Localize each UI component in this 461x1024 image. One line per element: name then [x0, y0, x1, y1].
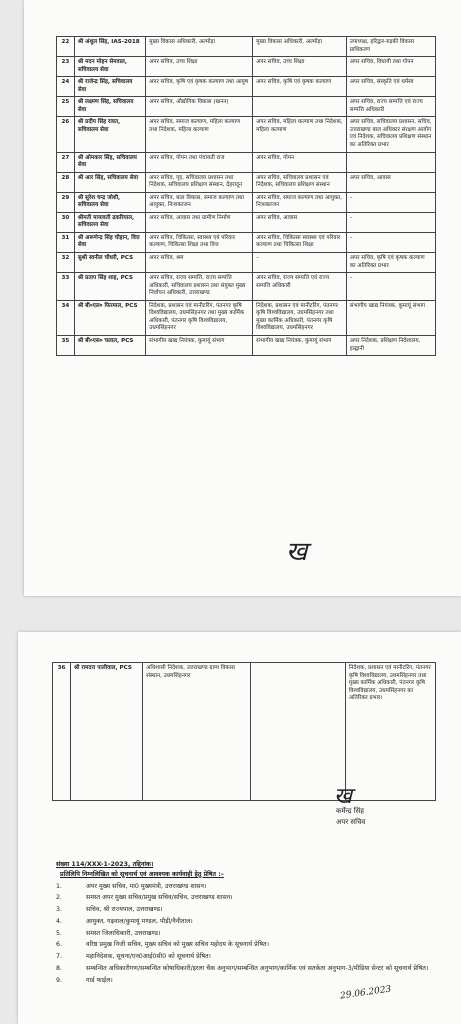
- new-post: अपर सचिव, कृषि एवं कृषक कल्याण: [253, 77, 347, 97]
- list-item-number: 7.: [56, 953, 63, 960]
- new-post: –: [253, 253, 347, 273]
- current-post: अपर सचिव, औद्योगिक विकास (खनन): [146, 97, 253, 117]
- additional-charge: –: [346, 212, 435, 232]
- table-body: [57, 37, 436, 356]
- current-post: अपर सचिव, गृह, सचिवालय प्रशासन तथा निदेशक, सचिवालय प्रशिक्षण संस्थान, देहरादून: [146, 172, 253, 192]
- current-post: अपर सचिव, गोपन तथा पंचायती राज: [146, 152, 253, 172]
- list-item-text: आयुक्त, गढ़वाल/कुमायूं मण्डल, पौड़ी/नैनीताल।: [86, 917, 193, 925]
- row-number: 23: [57, 57, 75, 77]
- additional-charge: संभागीय खाद्य नियंत्रक, कुमायूं संभाग: [346, 300, 435, 335]
- row-number: 30: [57, 212, 75, 232]
- officer-name: श्री आर सिंह, सचिवालय सेवा: [74, 172, 145, 192]
- document-page-2: [18, 632, 461, 1024]
- list-item-text: समस्त जिलाधिकारी, उत्तराखण्ड।: [86, 929, 161, 937]
- row-number: 24: [57, 77, 75, 97]
- row-number: 33: [57, 273, 75, 301]
- new-post: मुख्य विकास अधिकारी, अल्मोड़ा: [253, 37, 347, 57]
- new-post: संभागीय खाद्य नियंत्रक, कुमायूं संभाग: [253, 335, 347, 355]
- current-post: अपर सचिव, श्रम: [146, 253, 253, 273]
- officer-name: श्री सुरेश चन्द्र जोशी, सचिवालय सेवा: [74, 192, 145, 212]
- list-item-text: समस्त अपर मुख्य सचिव/प्रमुख सचिव/सचिव, उत्तराखण्ड शासन।: [86, 894, 233, 902]
- officer-name: सुश्री स्वनील चौधरी, PCS: [74, 253, 145, 273]
- table-row: [57, 212, 436, 232]
- current-post: अधिशासी निदेशक, उत्तराखण्ड ग्राम्य विकास संस्थान, उधमसिंहनगर: [143, 663, 251, 801]
- row-number: 27: [57, 152, 75, 172]
- current-post: अपर सचिव, समाज कल्याण, महिला कल्याण तथा निदेशक, महिला कल्याण: [146, 117, 253, 152]
- row-number: 22: [57, 37, 75, 57]
- table-row: [57, 300, 436, 335]
- list-item-number: 5.: [56, 929, 63, 937]
- current-post: मुख्य विकास अधिकारी, अल्मोड़ा: [146, 37, 253, 57]
- additional-charge: अपर निदेशक, प्रशिक्षण निदेशालय, हल्द्वानी: [346, 335, 435, 355]
- table-row: [57, 97, 436, 117]
- list-item-text: महानिदेशक, सूचना/एन0आई0सी0 को सूचनार्थ प्रेषित।: [86, 953, 211, 960]
- handwritten-date: 29.06.2023: [339, 984, 392, 1002]
- table-row: [57, 152, 436, 172]
- additional-charge: अपर सचिव, विधायी तथा गोपन: [346, 57, 435, 77]
- table-row: [57, 77, 436, 97]
- list-item-number: 4.: [56, 917, 63, 925]
- additional-charge: –: [346, 273, 435, 301]
- current-post: अपर सचिव, कृषि एवं कृषक कल्याण तथा आयुष: [146, 77, 253, 97]
- current-post: अपर सचिव, आवास तथा ग्रामीण निर्माण: [146, 212, 253, 232]
- additional-charge: अपर सचिव, कृषि एवं कृषक कल्याण का अतिरिक्त प्रभार: [346, 253, 435, 273]
- list-item: [56, 952, 446, 962]
- row-number: 28: [57, 172, 75, 192]
- additional-charge: [346, 152, 435, 172]
- list-item-text: अपर मुख्य सचिव, मा0 मुख्यमंत्री, उत्तराखण्ड शासन।: [86, 882, 207, 890]
- list-item-number: 6.: [56, 941, 63, 949]
- current-post: अपर सचिव, राज्य सम्पत्ति, राज्य सम्पत्ति अधिकारी, सचिवालय प्रशासन तथा संयुक्त मुख्य निर्वाचन अधिकारी, उत्तराखण्ड: [146, 273, 253, 301]
- officer-name: श्री रामदत्त पालीवाल, PCS: [71, 663, 143, 801]
- new-post: अपर सचिव, उच्च शिक्षा: [253, 57, 347, 77]
- additional-charge: उपाध्यक्ष, हरिद्वार-रुड़की विकास प्राधिकरण: [346, 37, 435, 57]
- row-number: 32: [57, 253, 75, 273]
- current-post: अपर सचिव, उच्च शिक्षा: [146, 57, 253, 77]
- additional-charge: अपर सचिव, संस्कृति एवं धर्मस्व: [346, 77, 435, 97]
- list-item-text: सम्बन्धित अधिकारीगण/सम्बन्धित कोषाधिकारी/इरला चैक अनुभाग/सम्बन्धित अनुभाग/कार्मिक एवं सतर्कता अनुभाग-3/मीडिया सेन्टर को सूचनार्थ प्रेषित।: [86, 964, 429, 972]
- officer-name: श्री बी०एस० चलाल, PCS: [74, 335, 145, 355]
- recipient-list: [56, 882, 446, 986]
- table-row: [57, 117, 436, 152]
- list-item: [56, 940, 446, 950]
- list-item-number: 8.: [56, 964, 63, 972]
- list-item: [56, 929, 446, 939]
- signer-block: [336, 806, 365, 828]
- list-item-text: वरिष्ठ प्रमुख निजी सचिव, मुख्य सचिव को मुख्य सचिव महोदय के सूचनार्थ प्रेषित।: [86, 941, 270, 949]
- cc-line: प्रतिलिपि निम्नलिखित को सूचनार्थ एवं आवश्यक कार्यवाही हेतु प्रेषित :–: [60, 870, 224, 878]
- new-post: अपर सचिव, राज्य सम्पत्ति एवं राज्य सम्पत्ति अधिकारी: [253, 273, 347, 301]
- new-post: अपर सचिव, महिला कल्याण तथा निदेशक, महिला कल्याण: [253, 117, 347, 152]
- table-row: [57, 273, 436, 301]
- officer-name: श्री लक्ष्मण सिंह, सचिवालय सेवा: [74, 97, 145, 117]
- table-row: [57, 172, 436, 192]
- row-number: 29: [57, 192, 75, 212]
- row-number: 31: [57, 232, 75, 252]
- list-item: [56, 964, 446, 974]
- table-row: [57, 335, 436, 355]
- officer-name: श्री अंशुल सिंह, IAS-2018: [74, 37, 145, 57]
- list-item-number: 9.: [56, 976, 63, 984]
- officer-name: श्री अरूणेन्द्र सिंह चौहान, वित्त सेवा: [74, 232, 145, 252]
- list-item: [56, 905, 446, 915]
- new-post: अपर सचिव, चिकित्सा स्वास्थ्य एवं परिवार कल्याण तथा चिकित्सा शिक्षा: [253, 232, 347, 252]
- signer-title: अपर सचिव: [336, 818, 366, 827]
- row-number: 26: [57, 117, 75, 152]
- signer-name: कर्मेन्द्र सिंह: [336, 807, 364, 815]
- transfer-table-page-1: [56, 36, 436, 356]
- officer-name: श्री प्रताप सिंह शाह, PCS: [74, 273, 145, 301]
- handwritten-signature: ख: [334, 784, 352, 809]
- handwritten-signature: ख: [286, 537, 308, 567]
- new-post: अपर सचिव, सचिवालय प्रशासन एवं निदेशक, सचिवालय प्रशिक्षण संस्थान: [253, 172, 347, 192]
- additional-charge: अपर सचिव, राज्य सम्पत्ति एवं राज्य सम्पत्ति अधिकारी: [346, 97, 435, 117]
- officer-name: श्री मदन मोहन सेमवाल, सचिवालय सेवा: [74, 57, 145, 77]
- officer-name: श्री राजेन्द्र सिंह, सचिवालय सेवा: [74, 77, 145, 97]
- current-post: संभागीय खाद्य नियंत्रक, कुमायूं संभाग: [146, 335, 253, 355]
- new-post: अपर सचिव, आवास: [253, 212, 347, 232]
- row-number: 36: [53, 663, 71, 801]
- additional-charge: –: [346, 232, 435, 252]
- list-item-number: 3.: [56, 906, 63, 913]
- document-page-1: [24, 0, 461, 596]
- additional-charge: अपर सचिव, सचिवालय प्रशासन, सचिव, उत्तराखण्ड बाल अधिकार संरक्षण आयोग एवं निदेशक, सचिवालय प्रशिक्षण संस्थान का अतिरिक्त प्रभार: [346, 117, 435, 152]
- list-item: [56, 882, 446, 892]
- new-post: अपर सचिव, समाज कल्याण तथा आयुक्त, निःशक्तजन: [253, 192, 347, 212]
- list-item: [56, 893, 446, 903]
- current-post: अपर सचिव, बाल विकास, समाज कल्याण तथा आयुक्त, निःशक्तजन: [146, 192, 253, 212]
- current-post: अपर सचिव, चिकित्सा, स्वास्थ्य एवं परिवार कल्याण, चिकित्सा शिक्षा तथा वित्त: [146, 232, 253, 252]
- list-item: [56, 917, 446, 927]
- table-row: [57, 57, 436, 77]
- table-row: [57, 232, 436, 252]
- table-row: [57, 253, 436, 273]
- new-post: [251, 663, 346, 801]
- row-number: 25: [57, 97, 75, 117]
- table-row: [57, 192, 436, 212]
- table-row: [57, 37, 436, 57]
- order-number: संख्या 114/XXX-1-2023, तद्दिनांक।: [56, 861, 154, 868]
- officer-name: श्री प्रदीप सिंह रावत, सचिवालय सेवा: [74, 117, 145, 152]
- additional-charge: निदेशक, प्रशासन एवं मानीटरिंग, पंतनगर कृषि विश्वविद्यालय, उधमसिंहनगर तथा मुख्य कार्मिक अधिकारी, पंतनगर कृषि विश्वविद्यालय, उधमसिंहनगर का अतिरिक्त प्रभार।: [345, 663, 435, 801]
- additional-charge: –: [346, 192, 435, 212]
- additional-charge: अपर सचिव, आवास: [346, 172, 435, 192]
- table-row: [53, 663, 436, 801]
- new-post: [253, 97, 347, 117]
- list-item-number: 2.: [56, 894, 63, 902]
- officer-name: श्रीमती मायावती ढकरियाल, सचिवालय सेवा: [74, 212, 145, 232]
- transfer-table-page-2: [52, 662, 436, 801]
- officer-name: श्री ओमकार सिंह, सचिवालय सेवा: [74, 152, 145, 172]
- row-number: 35: [57, 335, 75, 355]
- row-number: 34: [57, 300, 75, 335]
- new-post: अपर सचिव, गोपन: [253, 152, 347, 172]
- list-item-text: सचिव, श्री राज्यपाल, उत्तराखण्ड।: [86, 906, 163, 913]
- list-item-text: गार्ड फाईल।: [86, 976, 113, 984]
- officer-name: श्री बी०एल० फिरमाल, PCS: [74, 300, 145, 335]
- current-post: निदेशक, प्रशासन एवं मानीटरिंग, पंतनगर कृषि विश्वविद्यालय, उधमसिंहनगर तथा मुख्य कार्मिक अधिकारी, पंतनगर कृषि विश्वविद्यालय, उधमसिंहनगर: [146, 300, 253, 335]
- distribution-order: [56, 860, 446, 987]
- new-post: निदेशक, प्रशासन एवं मानीटरिंग, पंतनगर कृषि विश्वविद्यालय, उधमसिंहनगर तथा मुख्य कार्मिक अधिकारी, पंतनगर कृषि विश्वविद्यालय, उधमसिंहनगर: [253, 300, 347, 335]
- list-item-number: 1.: [56, 882, 63, 890]
